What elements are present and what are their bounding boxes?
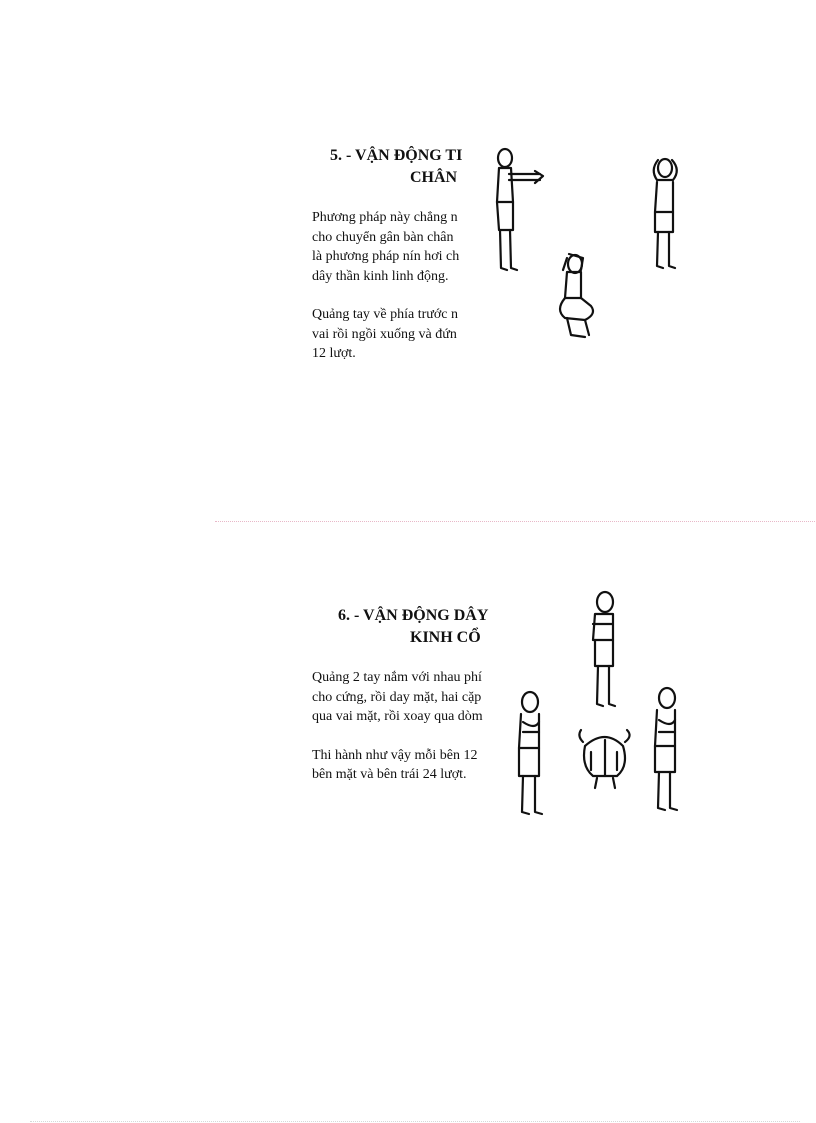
text-line: Quảng 2 tay nắm với nhau phí — [312, 670, 482, 685]
title-line-1: 5. - VẬN ĐỘNG TI — [330, 147, 463, 164]
text-line: cho cứng, rồi day mặt, hai cặp — [312, 689, 482, 705]
neck-exercise-figures — [505, 580, 705, 830]
text-line: Quảng tay về phía trước n — [312, 307, 459, 322]
text-line: vai rồi ngồi xuống và đứn — [312, 326, 457, 342]
text-line: bên mặt và bên trái 24 lượt. — [312, 767, 467, 782]
paragraph-1 — [312, 668, 506, 727]
head-turning-figure — [579, 730, 629, 788]
standing-arms-forward-figure — [497, 149, 543, 270]
exercise-illustration — [505, 580, 705, 830]
exercise-illustration — [485, 130, 715, 360]
standing-side-right-figure — [655, 688, 677, 810]
title-line-1: 6. - VẬN ĐỘNG DÂY — [338, 607, 489, 624]
text-line: dây thần kinh linh động. — [312, 268, 449, 284]
standing-front-figure — [593, 592, 615, 706]
title-line-2: CHÂN — [410, 169, 458, 186]
text-line: Phương pháp này chẳng n — [312, 210, 458, 225]
page-divider — [215, 521, 815, 522]
section-title — [330, 145, 480, 189]
section-body — [312, 668, 506, 804]
paragraph-2 — [312, 305, 478, 364]
section-body — [312, 208, 478, 383]
text-line: qua vai mặt, rồi xoay qua dòm — [312, 709, 483, 724]
text-line: là phương pháp nín hơi ch — [312, 249, 460, 264]
text-line: Thi hành như vậy mỗi bên 12 — [312, 747, 478, 763]
exercise-section-6 — [0, 580, 816, 830]
paragraph-1 — [312, 208, 478, 286]
section-title — [338, 605, 506, 649]
text-line: 12 lượt. — [312, 346, 356, 361]
standing-side-left-figure — [519, 692, 542, 814]
exercise-section-5 — [0, 130, 816, 390]
squatting-figure — [560, 254, 593, 337]
title-line-2: KINH CỔ — [410, 629, 481, 646]
page-bottom-divider — [30, 1121, 800, 1122]
standing-hands-behind-head-figure — [654, 159, 677, 268]
paragraph-2 — [312, 746, 506, 785]
leg-exercise-figures — [485, 130, 715, 360]
text-line: cho chuyển gân bàn chân — [312, 229, 454, 245]
